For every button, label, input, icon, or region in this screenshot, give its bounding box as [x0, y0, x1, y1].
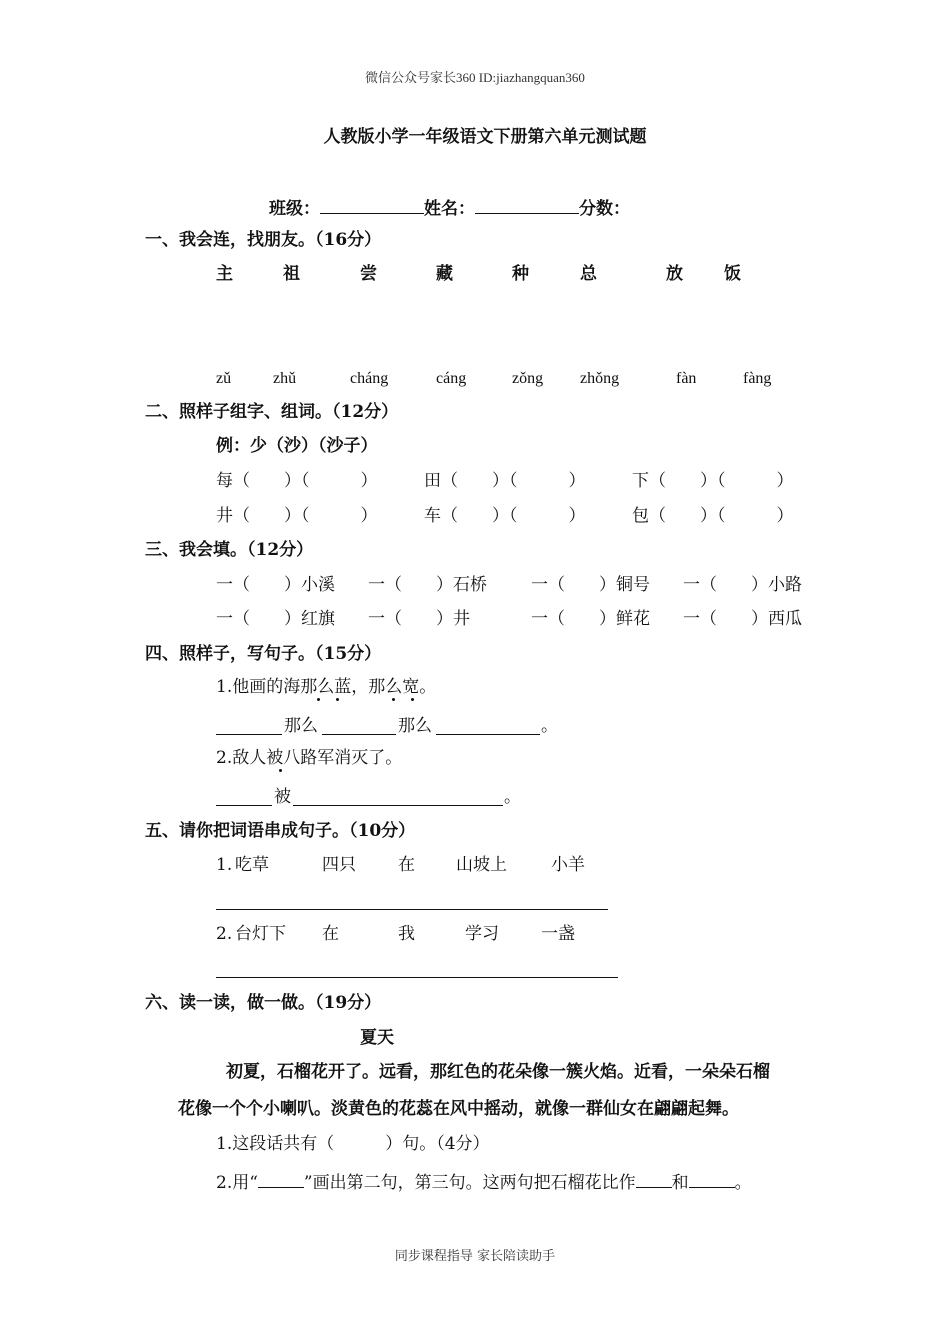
- word-build-item[interactable]: 车（ ）（ ）: [424, 506, 586, 526]
- fill-word: 被: [274, 787, 291, 807]
- word-build-item[interactable]: 田（ ）（ ）: [424, 471, 586, 491]
- answer-blank[interactable]: [216, 734, 282, 735]
- fill-word: 那么: [284, 716, 318, 736]
- q2-part: ”画出第二句，第三句。这两句把石榴花比作: [303, 1173, 636, 1193]
- q2-part: 2.用“: [216, 1173, 258, 1193]
- char-item[interactable]: 饭: [724, 264, 741, 284]
- measure-word-item[interactable]: 一（ ）铜号: [531, 575, 650, 595]
- section-6-heading: 六、读一读，做一做。（19分）: [145, 993, 382, 1013]
- page-title: 人教版小学一年级语文下册第六单元测试题: [323, 127, 647, 147]
- example-sentence-1: 1.他画的海那么蓝，那么宽。: [216, 677, 437, 697]
- char-item[interactable]: 尝: [360, 264, 377, 284]
- pinyin-item[interactable]: zhǔ: [273, 370, 297, 387]
- question-number: 2.: [216, 924, 233, 944]
- section-5-heading: 五、请你把词语串成句子。（10分）: [145, 821, 416, 841]
- section-2-heading: 二、照样子组字、组词。（12分）: [145, 402, 399, 422]
- char-item[interactable]: 祖: [283, 264, 300, 284]
- emphasis-dot: [317, 698, 320, 701]
- answer-blank[interactable]: [436, 734, 540, 735]
- word-build-item[interactable]: 包（ ）（ ）: [632, 506, 794, 526]
- class-label: 班级：: [269, 199, 320, 219]
- word-chip[interactable]: 山坡上: [456, 855, 507, 875]
- passage-line: 花像一个个小喇叭。淡黄色的花蕊在风中摇动，就像一群仙女在翩翩起舞。: [178, 1099, 739, 1119]
- example-line: 例：少（沙）（沙子）: [216, 436, 378, 456]
- question-number: 1.: [216, 855, 233, 875]
- example-sentence-2: 2.敌人被八路军消灭了。: [216, 748, 403, 768]
- char-item[interactable]: 种: [512, 264, 529, 284]
- page-header: 微信公众号家长360 ID:jiazhangquan360: [365, 70, 585, 85]
- answer-blank[interactable]: [636, 1171, 672, 1188]
- section-1-heading: 一、我会连，找朋友。（16分）: [145, 230, 382, 250]
- passage-line: 初夏，石榴花开了。远看，那红色的花朵像一簇火焰。近看，一朵朵石榴: [226, 1062, 770, 1082]
- word-chip[interactable]: 在: [322, 924, 339, 944]
- word-chip[interactable]: 学习: [465, 924, 499, 944]
- word-chip[interactable]: 台灯下: [235, 924, 286, 944]
- word-build-item[interactable]: 下（ ）（ ）: [632, 471, 794, 491]
- emphasis-dot: [411, 698, 414, 701]
- word-chip[interactable]: 一盏: [541, 924, 575, 944]
- answer-line[interactable]: [216, 909, 608, 910]
- word-chip[interactable]: 小羊: [551, 855, 585, 875]
- pinyin-item[interactable]: zhǒng: [580, 370, 620, 387]
- char-item[interactable]: 放: [666, 264, 683, 284]
- emphasis-dot: [279, 769, 282, 772]
- sentence-end: 。: [541, 716, 558, 736]
- page-footer: 同步课程指导 家长陪读助手: [394, 1249, 556, 1264]
- word-chip[interactable]: 四只: [322, 855, 356, 875]
- emphasis-dot: [336, 698, 339, 701]
- word-chip[interactable]: 我: [398, 924, 415, 944]
- answer-line[interactable]: [216, 977, 618, 978]
- pinyin-item[interactable]: zǔ: [216, 370, 232, 387]
- measure-word-item[interactable]: 一（ ）井: [368, 609, 470, 629]
- pinyin-item[interactable]: cháng: [350, 370, 389, 387]
- answer-blank[interactable]: [293, 805, 503, 806]
- sentence-end: 。: [504, 787, 521, 807]
- answer-blank[interactable]: [216, 805, 272, 806]
- char-item[interactable]: 藏: [436, 264, 453, 284]
- question-1: 1.这段话共有（ ）句。（4分）: [216, 1134, 490, 1154]
- pinyin-item[interactable]: fàn: [676, 370, 697, 387]
- score-label: 分数：: [579, 199, 630, 219]
- q2-part: 和: [671, 1173, 689, 1193]
- answer-blank[interactable]: [322, 734, 396, 735]
- char-item[interactable]: 总: [580, 264, 597, 284]
- name-label: 姓名：: [424, 199, 475, 219]
- emphasis-dot: [392, 698, 395, 701]
- pinyin-item[interactable]: zǒng: [512, 370, 544, 387]
- q2-part: 。: [734, 1173, 752, 1193]
- answer-blank[interactable]: [258, 1171, 304, 1188]
- answer-blank[interactable]: [689, 1171, 735, 1188]
- word-chip[interactable]: 在: [398, 855, 415, 875]
- name-blank[interactable]: [475, 197, 579, 214]
- pinyin-item[interactable]: fàng: [743, 370, 772, 387]
- word-build-item[interactable]: 每（ ）（ ）: [216, 471, 378, 491]
- word-build-item[interactable]: 井（ ）（ ）: [216, 506, 378, 526]
- word-chip[interactable]: 吃草: [235, 855, 269, 875]
- info-line: [269, 197, 630, 218]
- pinyin-item[interactable]: cáng: [436, 370, 467, 387]
- question-2: [216, 1171, 752, 1192]
- measure-word-item[interactable]: 一（ ）石桥: [368, 575, 487, 595]
- measure-word-item[interactable]: 一（ ）红旗: [216, 609, 335, 629]
- section-3-heading: 三、我会填。（12分）: [145, 540, 314, 560]
- passage-title: 夏天: [360, 1028, 394, 1048]
- measure-word-item[interactable]: 一（ ）鲜花: [531, 609, 650, 629]
- section-4-heading: 四、照样子，写句子。（15分）: [145, 644, 382, 664]
- fill-word: 那么: [398, 716, 432, 736]
- measure-word-item[interactable]: 一（ ）小溪: [216, 575, 335, 595]
- char-item[interactable]: 主: [216, 264, 233, 284]
- measure-word-item[interactable]: 一（ ）西瓜: [683, 609, 802, 629]
- measure-word-item[interactable]: 一（ ）小路: [683, 575, 802, 595]
- class-blank[interactable]: [320, 197, 424, 214]
